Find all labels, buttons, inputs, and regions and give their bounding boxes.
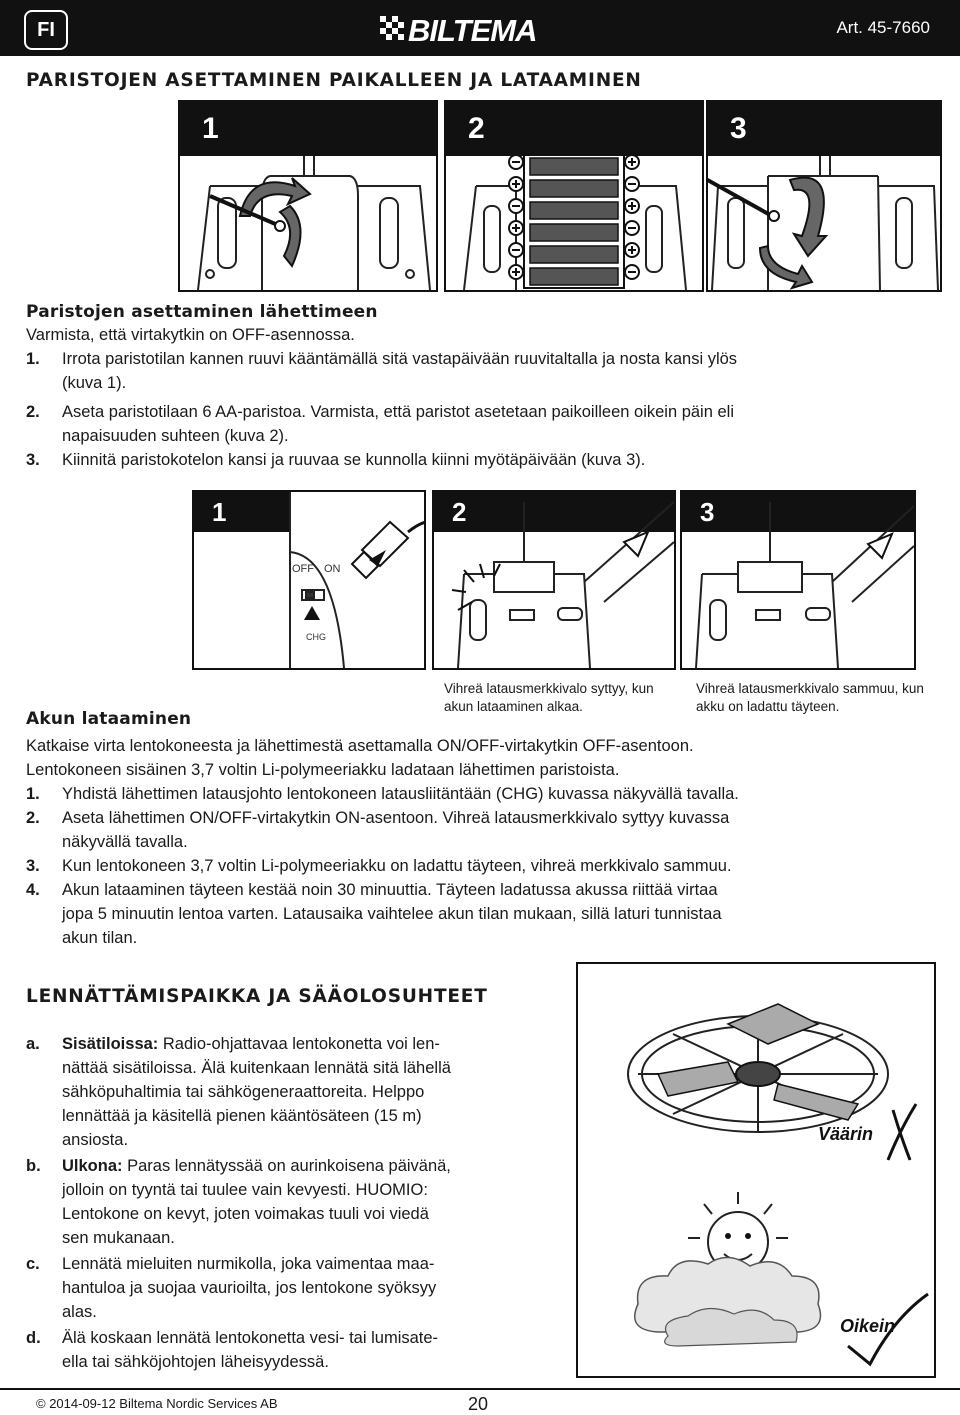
caption-led-off: Vihreä latausmerkkivalo sammuu, kun akku on ladattu täyteen. — [696, 681, 924, 714]
charge-panel-1: 1 OFF ON CHG — [192, 490, 426, 670]
intro-batteries: Varmista, että virtakytkin on OFF-asennossa. — [26, 326, 355, 344]
page-number: 20 — [468, 1394, 489, 1414]
svg-text:Oikein: Oikein — [840, 1316, 896, 1336]
fan-and-sun-illustration — [578, 964, 934, 1376]
charge-step-2: 2. Aseta lähettimen ON/OFF-virtakytkin ON-asentoon. Vihreä latausmerkkivalo syttyy kuvassa näkyvällä tavalla. — [26, 809, 730, 851]
charge-step-1: 1. Yhdistä lähettimen latausjohto lentokoneen latausliitäntään (CHG) kuvassa näkyvällä tavalla. — [26, 785, 739, 803]
charge-panel-3: 3 — [680, 490, 916, 670]
section-title-flying: LENNÄTTÄMISPAIKKA JA SÄÄOLOSUHTEET — [26, 986, 488, 1007]
plane-charge-port-illustration — [194, 492, 424, 668]
section-title-batteries: PARISTOJEN ASETTAMINEN PAIKALLEEN JA LATAAMINEN — [26, 70, 642, 91]
intro-charging-2: Lentokoneen sisäinen 3,7 voltin Li-polymeeriakku ladataan lähettimen paristoista. — [26, 761, 620, 779]
battery-compartment-illustration — [446, 156, 702, 290]
transmitter-open-illustration — [180, 156, 436, 290]
subtitle-charging: Akun lataaminen — [26, 709, 192, 729]
flying-item-b: b. Ulkona: Paras lennätyssää on aurinkoisena päivänä, jolloin on tyyntä tai tuulee vain kevyesti. HUOMIO: Lentokone on kevyt, joten voimakas tuuli voi viedä sen mukanaan. — [26, 1157, 451, 1247]
transmitter-close-illustration — [708, 156, 940, 290]
svg-text:Väärin: Väärin — [818, 1124, 874, 1144]
transmitter-led-on-illustration — [434, 492, 674, 668]
step-3: 3. Kiinnitä paristokotelon kansi ja ruuvaa se kunnolla kiinni myötäpäivään (kuva 3). — [26, 451, 646, 469]
step-1: 1. Irrota paristotilan kannen ruuvi kääntämällä sitä vastapäivään ruuvitaltalla ja nosta kansi ylös (kuva 1). — [26, 350, 738, 392]
flying-item-d: d. Älä koskaan lennätä lentokonetta vesi- tai lumisate- ella tai sähköjohtojen läheisyydessä. — [26, 1329, 439, 1371]
charge-step-3: 3. Kun lentokoneen 3,7 voltin Li-polymeeriakku on ladattu täyteen, vihreä merkkivalo sammuu. — [26, 857, 732, 875]
svg-text:BILTEMA: BILTEMA — [408, 13, 537, 46]
transmitter-led-off-illustration — [682, 492, 914, 668]
flying-item-a: a. Sisätiloissa: Radio-ohjattavaa lentokonetta voi len- nättää sisätiloissa. Älä kuitenkaan lennätä sitä lähellä sähköpuhaltimia tai sähkögeneraattoreita. Helppo lennättää ja käsitellä pienen kääntösäteen (15 m) ansiosta. — [26, 1035, 451, 1149]
intro-charging-1: Katkaise virta lentokoneesta ja lähettimestä asettamalla ON/OFF-virtakytkin OFF-asentoon. — [26, 737, 694, 755]
language-badge: FI — [24, 10, 68, 50]
footer-rule — [0, 1388, 960, 1390]
step-2: 2. Aseta paristotilaan 6 AA-paristoa. Varmista, että paristot asetetaan paikoilleen oikein päin eli napaisuuden suhteen (kuva 2). — [26, 403, 734, 445]
caption-led-on: Vihreä latausmerkkivalo syttyy, kun akun lataaminen alkaa. — [444, 681, 654, 714]
copyright: © 2014-09-12 Biltema Nordic Services AB — [36, 1396, 278, 1411]
subtitle-batteries: Paristojen asettaminen lähettimeen — [26, 302, 378, 322]
article-number: Art. 45-7660 — [836, 18, 930, 37]
flying-conditions-figure — [576, 962, 936, 1378]
charge-panel-2: 2 — [432, 490, 676, 670]
svg-text:ON: ON — [324, 563, 341, 575]
figure-panel-2: 2 — [444, 100, 704, 292]
svg-text:CHG: CHG — [306, 632, 326, 642]
brand-logo — [380, 12, 580, 46]
flying-item-c: c. Lennätä mieluiten nurmikolla, joka vaimentaa maa- hantuloa ja suojaa vaurioilta, jos lentokone syöksyy alas. — [26, 1255, 437, 1321]
figure-panel-1: 1 — [178, 100, 438, 292]
svg-text:OFF: OFF — [292, 563, 314, 575]
figure-panel-3: 3 — [706, 100, 942, 292]
charge-step-4: 4. Akun lataaminen täyteen kestää noin 30 minuuttia. Täyteen ladatussa akussa riittää virtaa jopa 5 minuutin lentoa varten. Latausaika vaihtelee akun tilan mukaan, sillä laturi tunnistaa akun tilan. — [26, 881, 722, 947]
